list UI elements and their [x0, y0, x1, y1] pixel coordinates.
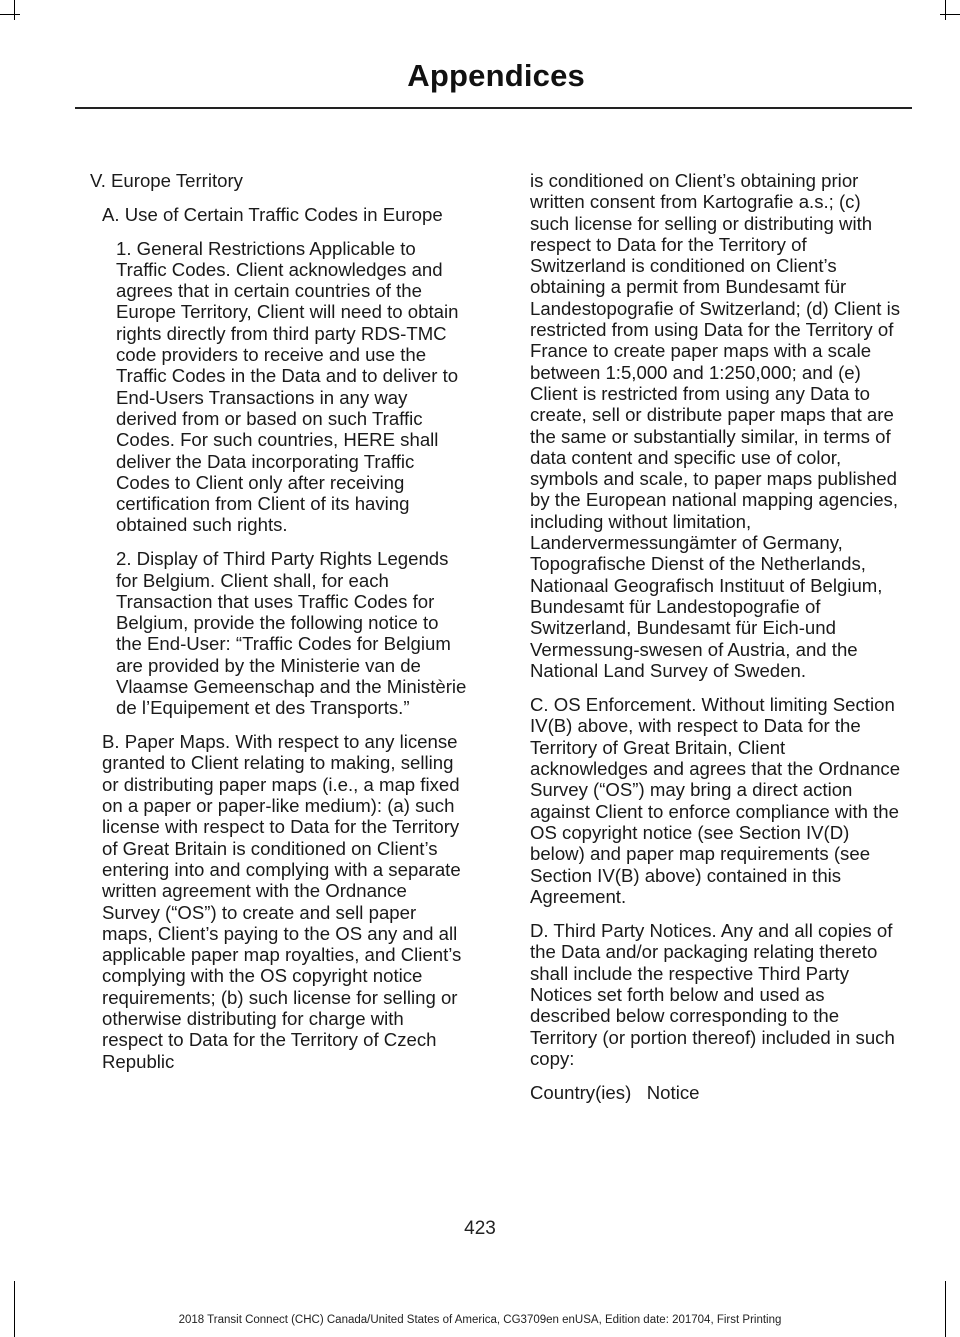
left-column [90, 170, 468, 1084]
paragraph: C. OS Enforcement. Without limiting Section IV(B) above, with respect to Data for the Territory of Great Britain, Client acknowledges and agrees that the Ordnance Survey (“OS”) may bring a direct action against Client to enforce compliance with the OS copyright notice (see Section IV(D) below) and paper map requirements (see Section IV(B) above) contained in this Agreement. [530, 694, 901, 907]
section-heading: V. Europe Territory [90, 170, 243, 191]
paragraph: 1. General Restrictions Applicable to Traffic Codes. Client acknowledges and agrees that in certain countries of the Europe Territory, Client will need to obtain rights directly from third party RDS-TMC code providers to receive and use the Traffic Codes in the Data and to deliver to End-Users Transactions in any way derived from or based on such Traffic Codes. For such countries, HERE shall deliver the Data incorporating Traffic Codes to Client only after receiving certification from Client of its having obtained such rights. [116, 237, 459, 536]
crop-mark [14, 0, 15, 20]
crop-mark [0, 14, 20, 15]
subsection-heading: A. Use of Certain Traffic Codes in Europe [102, 203, 443, 225]
right-column [530, 170, 902, 1116]
crop-mark [945, 0, 946, 20]
page-number: 423 [464, 1218, 496, 1239]
crop-mark [940, 14, 960, 15]
crop-mark [14, 1281, 15, 1337]
paragraph: D. Third Party Notices. Any and all copies of the Data and/or packaging relating thereto shall include the respective Third Party Notices set forth below and used as described below corresponding to the Territory (or portion thereof) included in such copy: [530, 920, 895, 1069]
paragraph: 2. Display of Third Party Rights Legends for Belgium. Client shall, for each Transaction that uses Traffic Codes for Belgium, provide the following notice to the End-User: “Traffic Codes for Belgium are provided by the Ministerie van de Vlaamse Gemeenschap and the Ministèrie de l’Equipement et des Transports.” [116, 548, 467, 719]
paragraph: B. Paper Maps. With respect to any license granted to Client relating to making, selling or distributing paper maps (i.e., a map fixed on a paper or paper-like medium): (a) such license with respect to Data for the Territory of Great Britain is conditioned on Client’s entering into and complying with a separate written agreement with the Ordnance Survey (“OS”) to create and sell paper maps, Client’s paying to the OS any and all applicable paper map royalties, and Client’s complying with the OS copyright notice requirements; (b) such license for selling or otherwise distributing for charge with respect to Data for the Territory of Czech Republic [102, 731, 462, 1072]
paragraph: is conditioned on Client’s obtaining prior written consent from Kartografie a.s.; (c) such license for selling or distributing with respect to Data for the Territory of Switzerland is conditioned on Client’s obtaining a permit from Bundesamt für Landestopografie of Switzerland; (d) Client is restricted from using Data for the Territory of France to create paper maps with a scale between 1:5,000 and 1:250,000; and (e) Client is restricted from using any Data to create, sell or distribute paper maps that are the same or substantially similar, in terms of data content and specific use of color, symbols and scale, to paper maps published by the European national mapping agencies, including without limitation, Landervermessungämter of Germany, Topografische Dienst of the Netherlands, Nationaal Geografisch Instituut of Belgium, Bundesamt für Landestopografie of Switzerland, Bundesamt für Eich-und Vermessung-swesen of Austria, and the National Land Survey of Sweden. [530, 170, 901, 681]
header-divider [75, 107, 912, 109]
page-title: Appendices [407, 58, 585, 93]
table-header: Country(ies) Notice [530, 1082, 700, 1104]
crop-mark [945, 1281, 946, 1337]
footer-edition-text: 2018 Transit Connect (CHC) Canada/United States of America, CG3709en enUSA, Edition date: 201704, First Printing [178, 1314, 782, 1326]
